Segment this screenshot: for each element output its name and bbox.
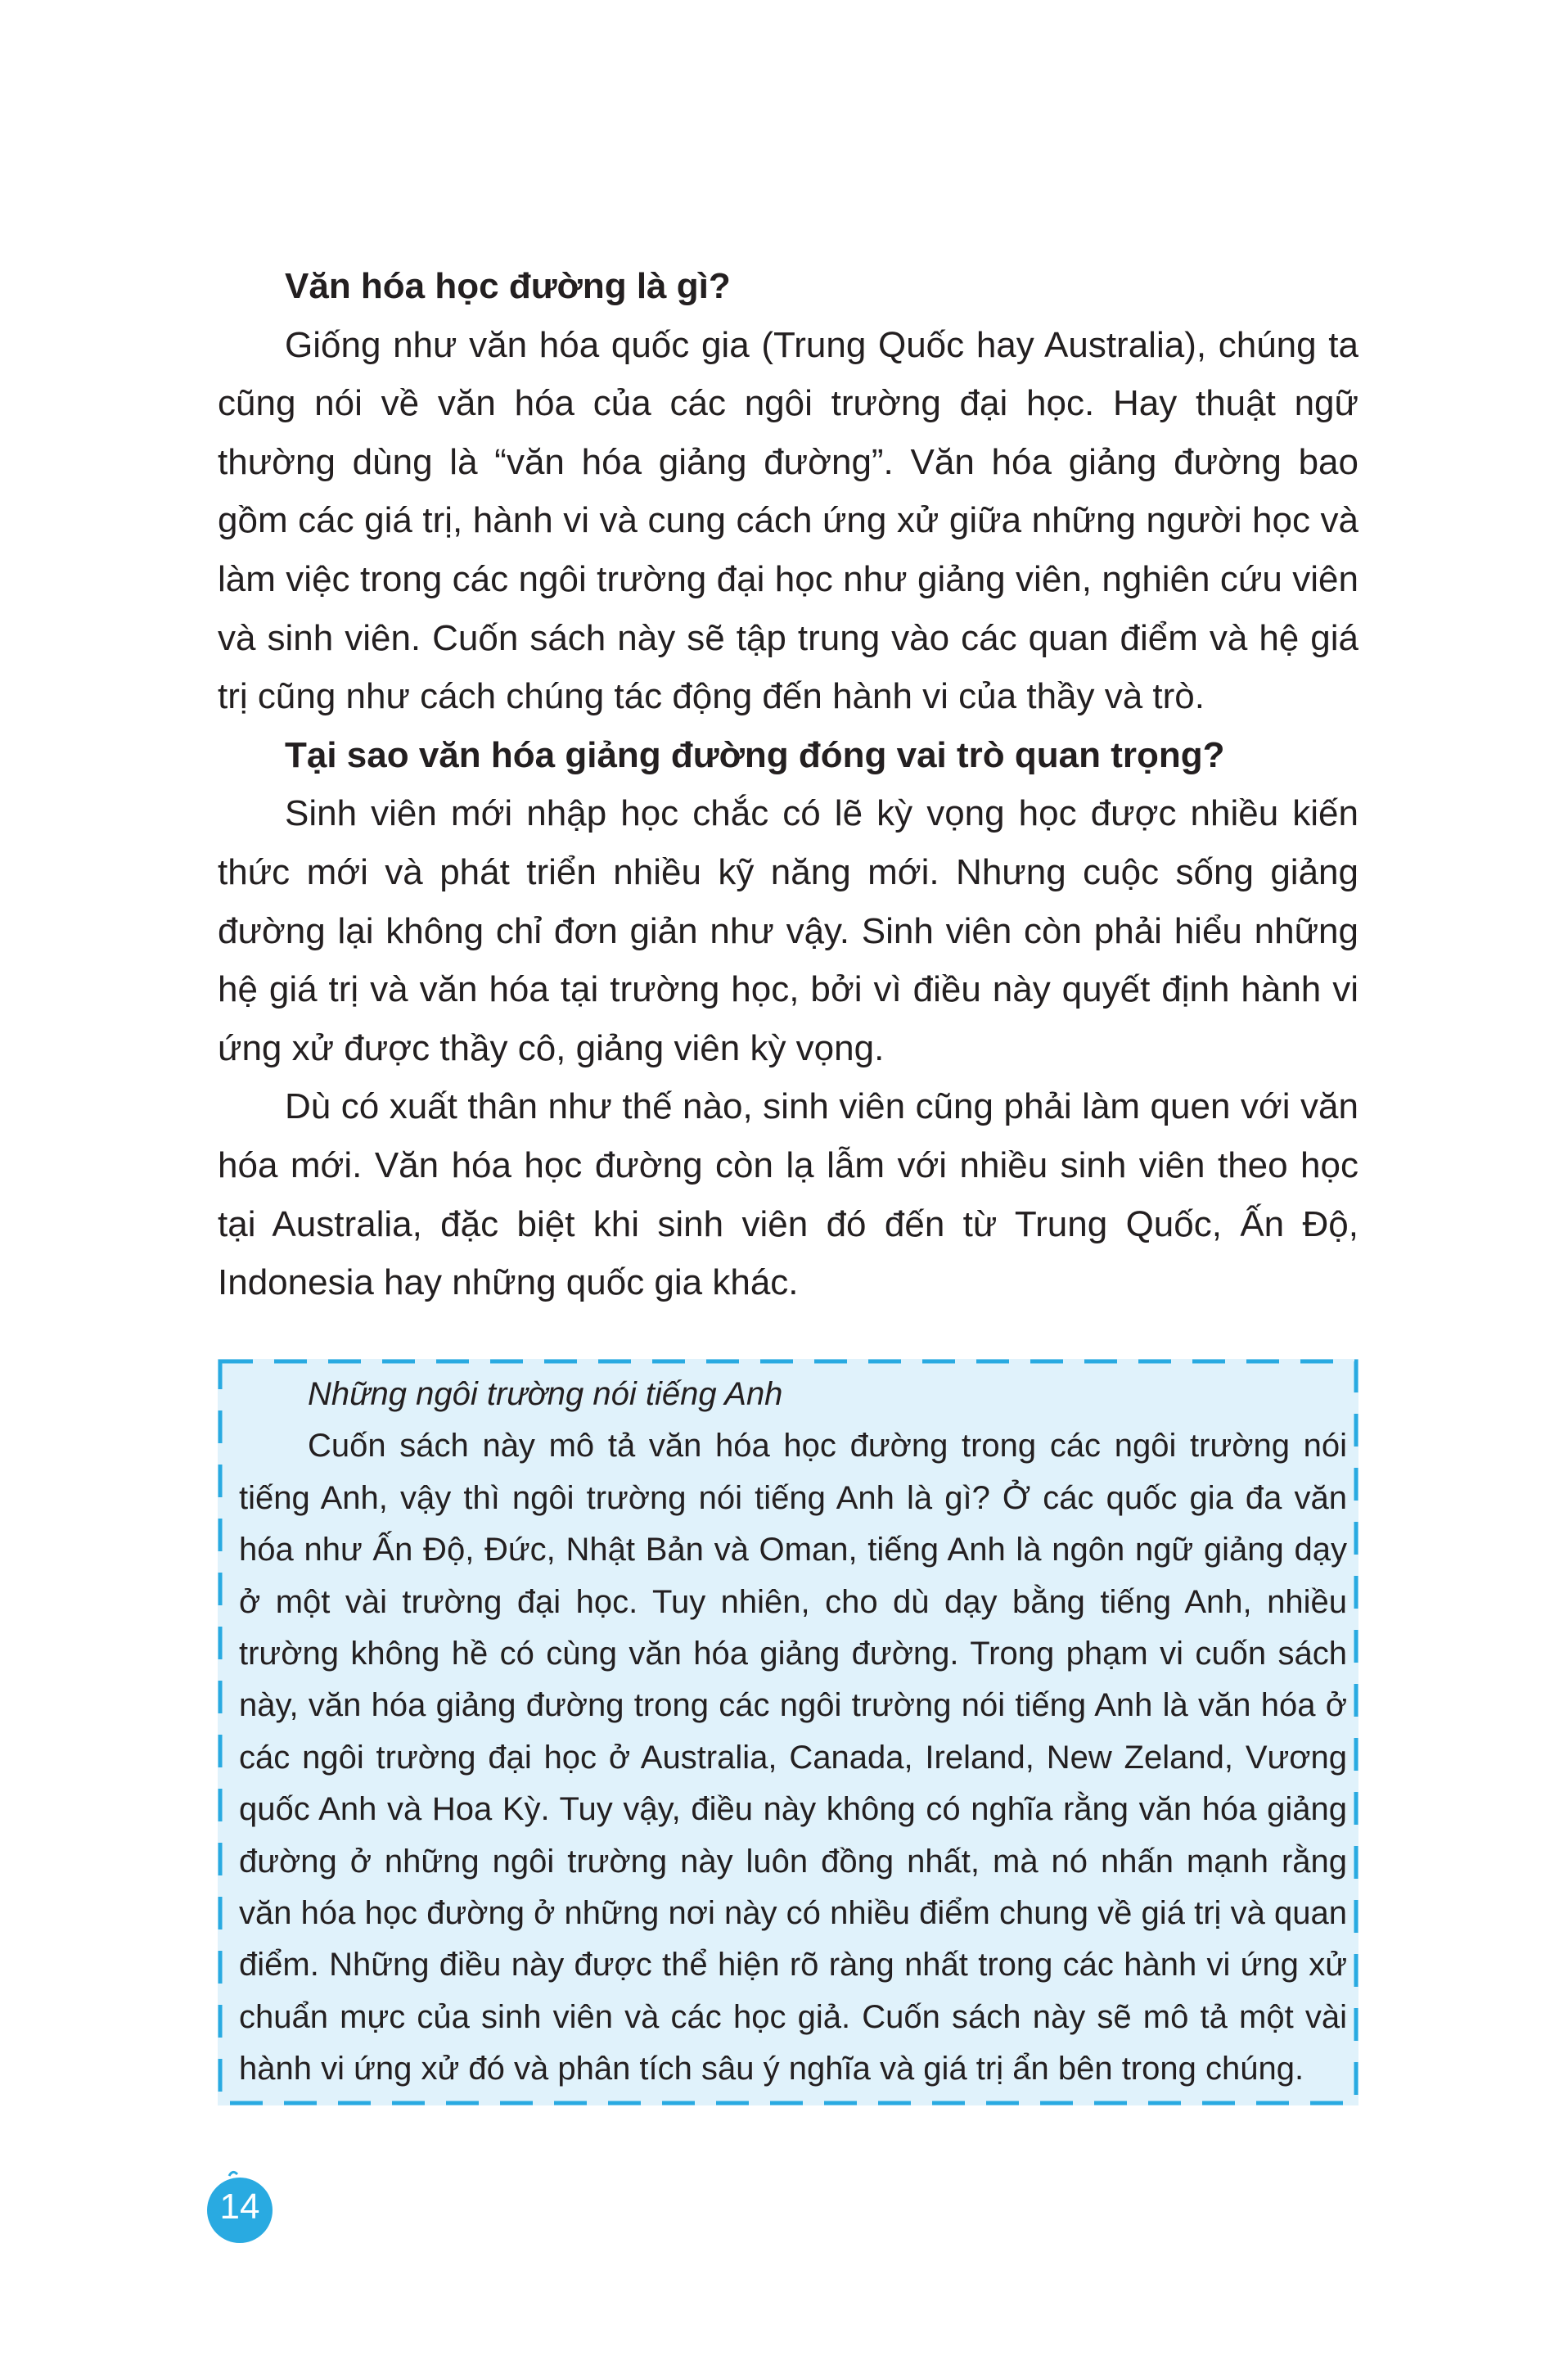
callout-content: [239, 1369, 1347, 2096]
paragraph-new-students: Sinh viên mới nhập học chắc có lẽ kỳ vọng học được nhiều kiến thức mới và phát triển nhiều kỹ năng mới. Nhưng cuộc sống giảng đường lại không chỉ đơn giản như vậy. Sinh viên còn phải hiểu những hệ giá trị và văn hóa tại trường học, bởi vì điều này quyết định hành vi ứng xử được thầy cô, giảng viên kỳ vọng.: [218, 793, 1358, 1068]
callout-title: Những ngôi trường nói tiếng Anh: [308, 1376, 783, 1412]
section-heading-school-culture: Văn hóa học đường là gì?: [285, 266, 731, 306]
callout-text: Cuốn sách này mô tả văn hóa học đường trong các ngôi trường nói tiếng Anh, vậy thì ngôi trường nói tiếng Anh là gì? Ở các quốc gia đa văn hóa như Ấn Độ, Đức, Nhật Bản và Oman, tiếng Anh là ngôn ngữ giảng dạy ở một vài trường đại học. Tuy nhiên, cho dù dạy bằng tiếng Anh, nhiều trường không hề có cùng văn hóa giảng đường. Trong phạm vi cuốn sách này, văn hóa giảng đường trong các ngôi trường nói tiếng Anh là văn hóa ở các ngôi trường đại học ở Australia, Canada, Ireland, New Zeland, Vương quốc Anh và Hoa Kỳ. Tuy vậy, điều này không có nghĩa rằng văn hóa giảng đường ở những ngôi trường này luôn đồng nhất, mà nó nhấn mạnh rằng văn hóa học đường ở những nơi này có nhiều điểm chung về giá trị và quan điểm. Những điều này được thể hiện rõ ràng nhất trong các hành vi ứng xử chuẩn mực của sinh viên và các học giả. Cuốn sách này sẽ mô tả một vài hành vi ứng xử đó và phân tích sâu ý nghĩa và giá trị ẩn bên trong chúng.: [239, 1428, 1347, 2087]
main-body: [218, 257, 1358, 1312]
page-number: 14: [219, 2187, 260, 2227]
paragraph-new-culture: Dù có xuất thân như thế nào, sinh viên cũng phải làm quen với văn hóa mới. Văn hóa học đường còn lạ lẫm với nhiều sinh viên theo học tại Australia, đặc biệt khi sinh viên đó đến từ Trung Quốc, Ấn Độ, Indonesia hay những quốc gia khác.: [218, 1086, 1358, 1303]
section-heading-why-important: Tại sao văn hóa giảng đường đóng vai trò quan trọng?: [285, 734, 1225, 775]
paragraph-school-culture: Giống như văn hóa quốc gia (Trung Quốc hay Australia), chúng ta cũng nói về văn hóa của các ngôi trường đại học. Hay thuật ngữ thường dùng là “văn hóa giảng đường”. Văn hóa giảng đường bao gồm các giá trị, hành vi và cung cách ứng xử giữa những người học và làm việc trong các ngôi trường đại học như giảng viên, nghiên cứu viên và sinh viên. Cuốn sách này sẽ tập trung vào các quan điểm và hệ giá trị cũng như cách chúng tác động đến hành vi của thầy và trò.: [218, 324, 1358, 717]
